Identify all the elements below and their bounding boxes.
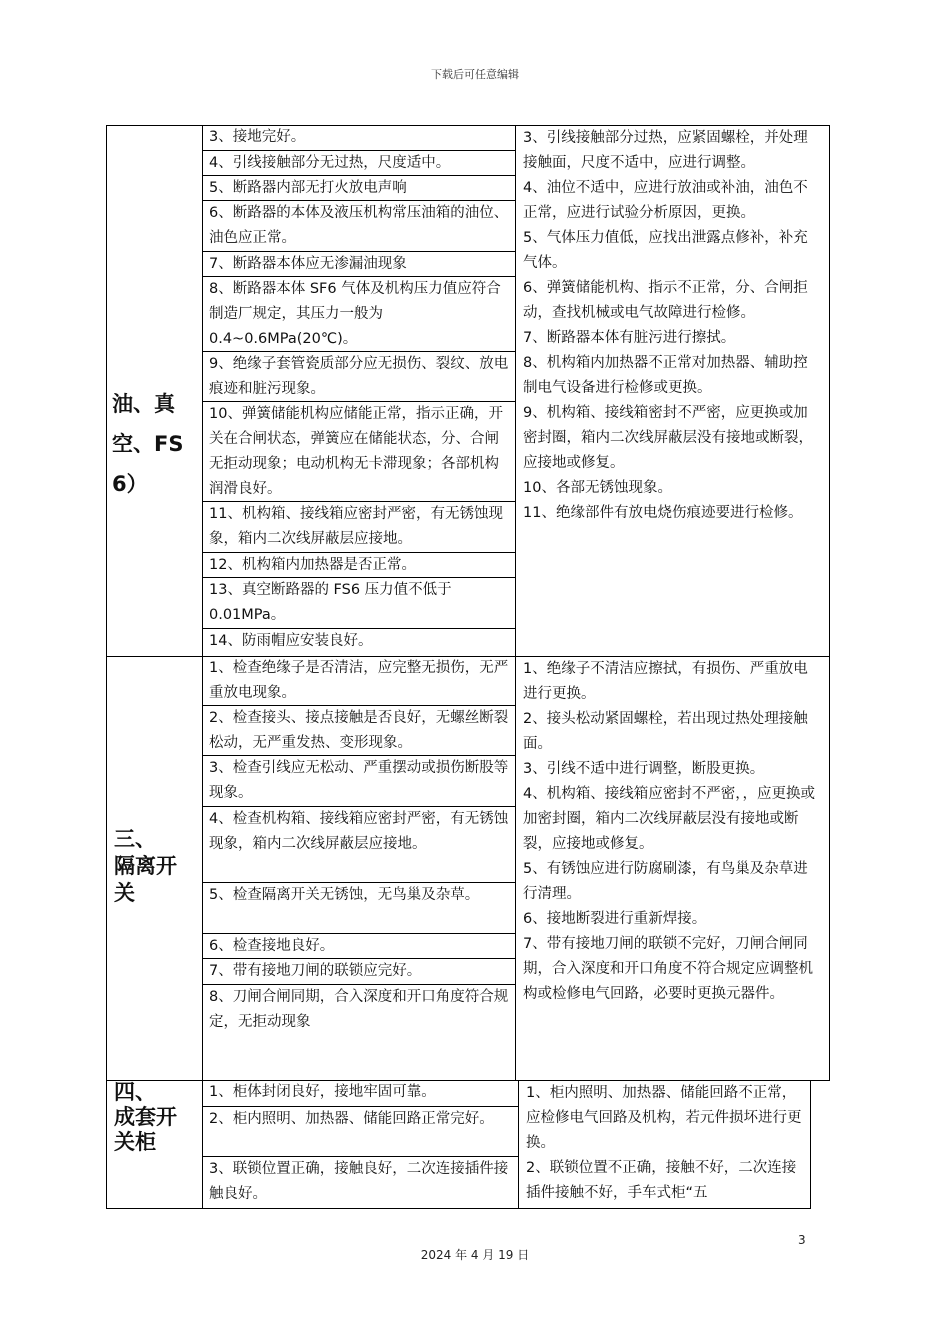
check-item: 14、防雨帽应安装良好。 <box>209 633 373 649</box>
check-item: 3、检查引线应无松动、严重摆动或损伤断股等现象。 <box>203 756 515 807</box>
check-item: 8、断路器本体 SF6 气体及机构压力值应符合制造厂规定，其压力一般为0.4~0.6MPa(20℃)。 <box>203 277 515 352</box>
footer-date: 2024 年 4 月 19 日 <box>420 1248 530 1262</box>
remedy-text: 1、柜内照明、加热器、储能回路不正常，应检修电气回路及机构，若元件损坏进行更换。 2、联锁位置不正确，接触不好，二次连接插件接触不好，手车式柜“五 <box>526 1085 802 1201</box>
check-item: 11、机构箱、接线箱应密封严密，有无锈蚀现象，箱内二次线屏蔽层应接地。 <box>203 502 515 553</box>
check-item: 8、刀闸合闸同期，合入深度和开口角度符合规定，无拒动现象 <box>209 989 509 1030</box>
section-title: 三、 隔离开 关 <box>114 827 177 905</box>
check-item: 13、真空断路器的 FS6 压力值不低于0.01MPa。 <box>203 578 515 629</box>
check-item: 9、绝缘子套管瓷质部分应无损伤、裂纹、放电痕迹和脏污现象。 <box>203 352 515 402</box>
check-item: 3、接地完好。 <box>203 125 515 151</box>
check-item: 12、机构箱内加热器是否正常。 <box>203 553 515 578</box>
check-item: 6、断路器的本体及液压机构常压油箱的油位、油色应正常。 <box>203 201 515 252</box>
check-item: 7、带有接地刀闸的联锁应完好。 <box>203 959 515 985</box>
check-item: 1、检查绝缘子是否清洁，应完整无损伤，无严重放电现象。 <box>203 656 515 706</box>
check-item: 10、弹簧储能机构应储能正常，指示正确，开关在合闸状态，弹簧应在储能状态，分、合闸无拒动现象；电动机构无卡滞现象；各部机构润滑良好。 <box>203 402 515 502</box>
check-item: 5、断路器内部无打火放电声响 <box>203 176 515 201</box>
page-number: 3 <box>798 1233 806 1247</box>
check-item: 7、断路器本体应无渗漏油现象 <box>203 252 515 277</box>
check-item: 4、检查机构箱、接线箱应密封严密，有无锈蚀现象，箱内二次线屏蔽层应接地。 <box>203 807 515 883</box>
remedy-text: 1、绝缘子不清洁应擦拭，有损伤、严重放电进行更换。 2、接头松动紧固螺栓，若出现过热处理接触面。 3、引线不适中进行调整，断股更换。 4、机构箱、接线箱应密封不严密，，应更换或加密封圈，箱内二次线屏蔽层没有接地或断裂，应接地或修复。 5、有锈蚀应进行防腐刷漆，有鸟巢及杂草进行清理。 6、接地断裂进行重新焊接。 7、带有接地刀闸的联锁不完好，刀闸合闸同期，合入深度和开口角度不符合规定应调整机构或检修电气回路，必要时更换元器件。 <box>523 661 815 1002</box>
check-item: 6、检查接地良好。 <box>203 934 515 959</box>
check-item: 3、联锁位置正确，接触良好，二次连接插件接触良好。 <box>209 1161 509 1202</box>
check-item: 2、检查接头、接点接触是否良好，无螺丝断裂松动，无严重发热、变形现象。 <box>203 706 515 756</box>
check-item: 2、柜内照明、加热器、储能回路正常完好。 <box>203 1107 518 1157</box>
check-item: 1、柜体封闭良好，接地牢固可靠。 <box>203 1080 518 1107</box>
check-item: 4、引线接触部分无过热，尺度适中。 <box>203 151 515 176</box>
section-title: 四、 成套开 关柜 <box>114 1080 177 1154</box>
section-title: 油、真 空、FS 6） <box>112 392 184 496</box>
page-header: 下载后可任意编辑 <box>431 68 519 81</box>
remedy-text: 3、引线接触部分过热，应紧固螺栓，并处理接触面，尺度不适中，应进行调整。 4、油位不适中，应进行放油或补油，油色不正常，应进行试验分析原因，更换。 5、气体压力值低，应找出泄露点修补，补充气体。 6、弹簧储能机构、指示不正常，分、合闸拒动，查找机械或电气故障进行检修。 7、断路器本体有脏污进行擦拭。 8、机构箱内加热器不正常对加热器、辅助控制电气设备进行检修或更换。 9、机构箱、接线箱密封不严密，应更换或加密封圈，箱内二次线屏蔽层没有接地或断裂，应接地或修复。 10、各部无锈蚀现象。 11、绝缘部件有放电烧伤痕迹要进行检修。 <box>523 130 813 521</box>
check-item: 5、检查隔离开关无锈蚀，无鸟巢及杂草。 <box>203 883 515 934</box>
